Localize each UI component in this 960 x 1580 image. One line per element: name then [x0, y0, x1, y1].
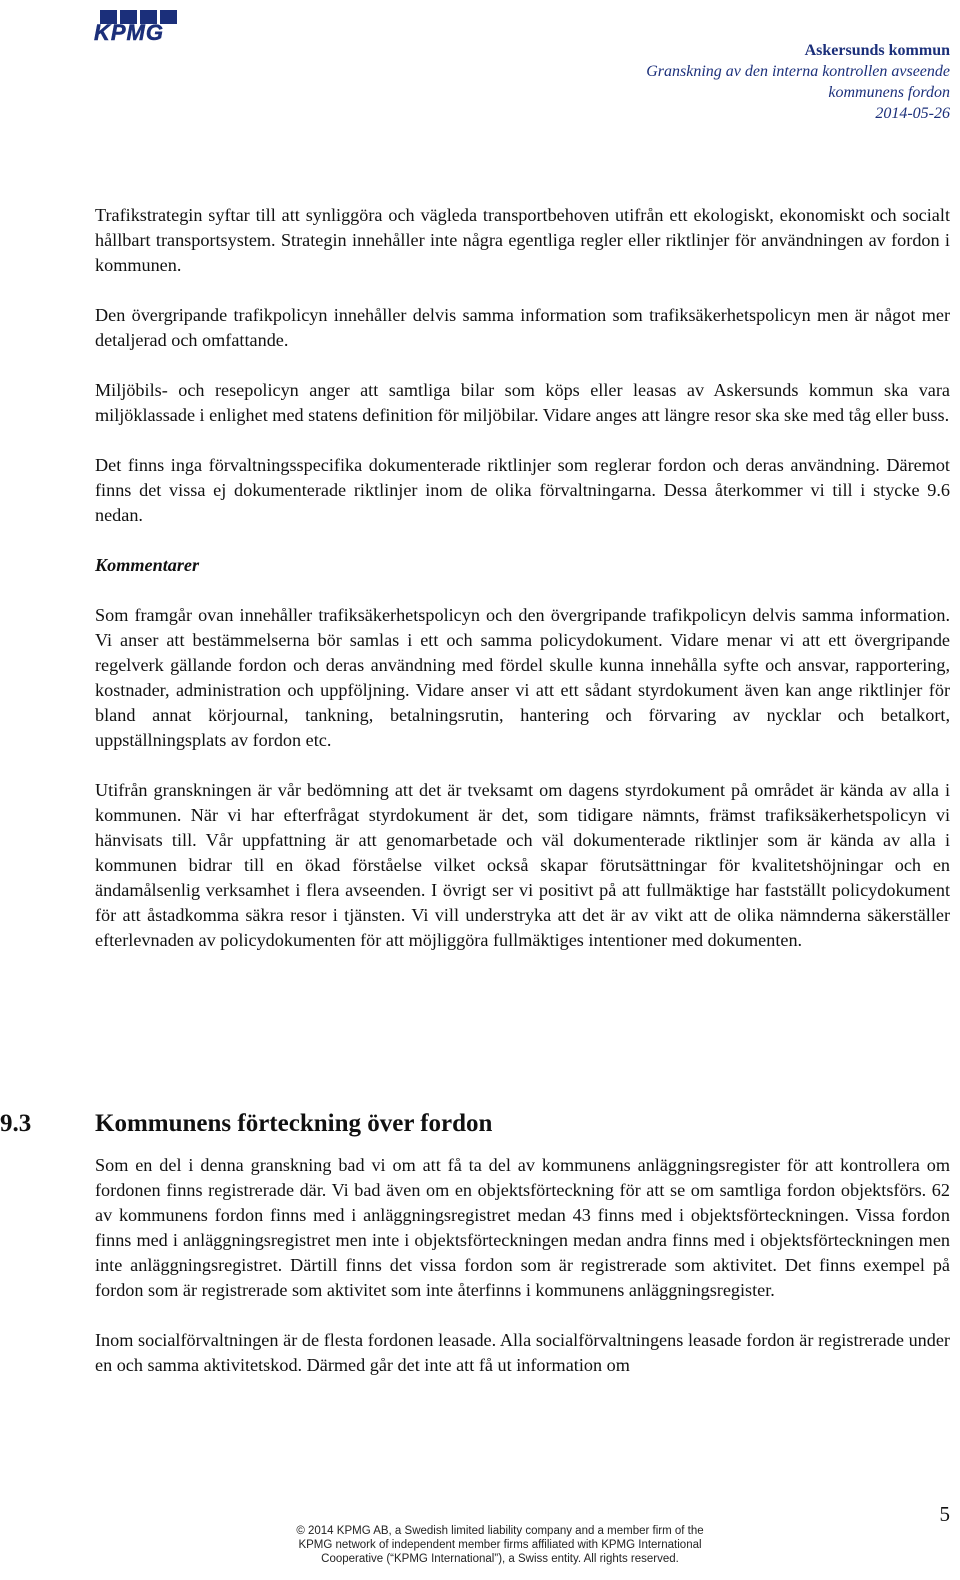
- body-text: [95, 203, 950, 978]
- paragraph-trafikpolicy: Den övergripande trafikpolicyn innehåller delvis samma information som trafiksäkerhetspolicyn men är något mer detaljerad och omfattande.: [95, 305, 950, 350]
- section-number: 9.3: [0, 1110, 32, 1137]
- paragraph-socialforvaltningen: Inom socialförvaltningen är de flesta fordonen leasade. Alla socialförvaltningens leasade fordon är registrerade under en och samma aktivitetskod. Därmed går det inte att få ut information om: [95, 1330, 950, 1375]
- company-name: Askersunds kommun: [804, 42, 950, 59]
- paragraph-anlaggningsregister: Som en del i denna granskning bad vi om att få ta del av kommunens anläggningsregister för att kontrollera om fordonen finns registrerade där. Vi bad även om en objektsförteckning för att se om samtliga fordon objektsförs. 62 av kommunens fordon finns med i anläggningsregistret medan 43 finns med i objektsförteckningen. Vissa fordon finns med i anläggningsregistret men inte i objektsförteckningen medan andra finns med i objektsförteckningen men inte anläggningsregistret. Därtill finns det vissa fordon som är registrerade som aktivitet. Det finns exempel på fordon som är registrerade som aktivitet som inte återfinns i kommunens anläggningsregister.: [95, 1155, 950, 1300]
- section-title: Kommunens förteckning över fordon: [95, 1110, 493, 1137]
- document-header: [646, 40, 950, 124]
- paragraph-comment-2: Utifrån granskningen är vår bedömning att det är tveksamt om dagens styrdokument på området är kända av alla i kommunen. När vi har efterfrågat styrdokument är det, som tidigare nämnts, främst trafiksäkerhetspolicyn vi hänvisats till. Vår uppfattning är att genomarbetade och väl dokumenterade riktlinjer som är kända av alla i kommunen bidrar till en ökad förståelse vilket också skapar förutsättningar för kvalitetshöjningar och en ändamålsenlig verksamhet i flera avseenden. I övrigt ser vi positivt på att fullmäktige har fastställt policydokument för att åstadkomma säkra resor i tjänsten. Vi vill understryka att det är av vikt att de olika nämnderna säkerställer efterlevnaden av policydokumenten för att möjliggöra fullmäktiges intentioner med dokumenten.: [95, 780, 950, 950]
- report-title-line2: kommunens fordon: [828, 84, 950, 101]
- comments-heading: Kommentarer: [95, 555, 200, 575]
- page-number: 5: [939, 1502, 950, 1526]
- kpmg-logo: [94, 10, 186, 42]
- paragraph-trafikstrategi: Trafikstrategin syftar till att synliggöra och vägleda transportbehoven utifrån ett ekologiskt, ekonomiskt och socialt hållbart transportsystem. Strategin innehåller inte några egentliga regler eller riktlinjer för användningen av fordon i kommunen.: [95, 205, 950, 275]
- svg-text:KPMG: KPMG: [94, 20, 164, 42]
- report-date: 2014-05-26: [875, 105, 950, 122]
- copyright-footer: [230, 1524, 770, 1566]
- report-title-line1: Granskning av den interna kontrollen avseende: [646, 63, 950, 80]
- footer-line3: Cooperative (“KPMG International”), a Swiss entity. All rights reserved.: [321, 1553, 679, 1565]
- paragraph-miljobilspolicy: Miljöbils- och resepolicyn anger att samtliga bilar som köps eller leasas av Askersunds kommun ska vara miljöklassade i enlighet med statens definition för miljöbilar. Vidare anges att längre resor ska ske med tåg eller buss.: [95, 380, 950, 425]
- paragraph-comment-1: Som framgår ovan innehåller trafiksäkerhetspolicyn och den övergripande trafikpolicyn delvis samma information. Vi anser att bestämmelserna bör samlas i ett och samma policydokument. Vidare menar vi att ett övergripande regelverk gällande fordon och deras användning med fördel skulle kunna innehålla syfte och ansvar, rapportering, kostnader, administration och uppföljning. Vidare anser vi att ett sådant styrdokument även kan ange riktlinjer för bland annat körjournal, tankning, betalningsrutin, hantering och förvaring av nycklar och betalkort, uppställningsplats av fordon etc.: [95, 605, 950, 750]
- section-body: [95, 1153, 950, 1403]
- kpmg-logo-graphic: [94, 10, 186, 42]
- paragraph-riktlinjer: Det finns inga förvaltningsspecifika dokumenterade riktlinjer som reglerar fordon och deras användning. Däremot finns det vissa ej dokumenterade riktlinjer inom de olika förvaltningarna. Dessa återkommer vi till i stycke 9.6 nedan.: [95, 455, 950, 525]
- footer-line2: KPMG network of independent member firms affiliated with KPMG International: [298, 1539, 702, 1551]
- footer-line1: © 2014 KPMG AB, a Swedish limited liability company and a member firm of the: [296, 1525, 704, 1537]
